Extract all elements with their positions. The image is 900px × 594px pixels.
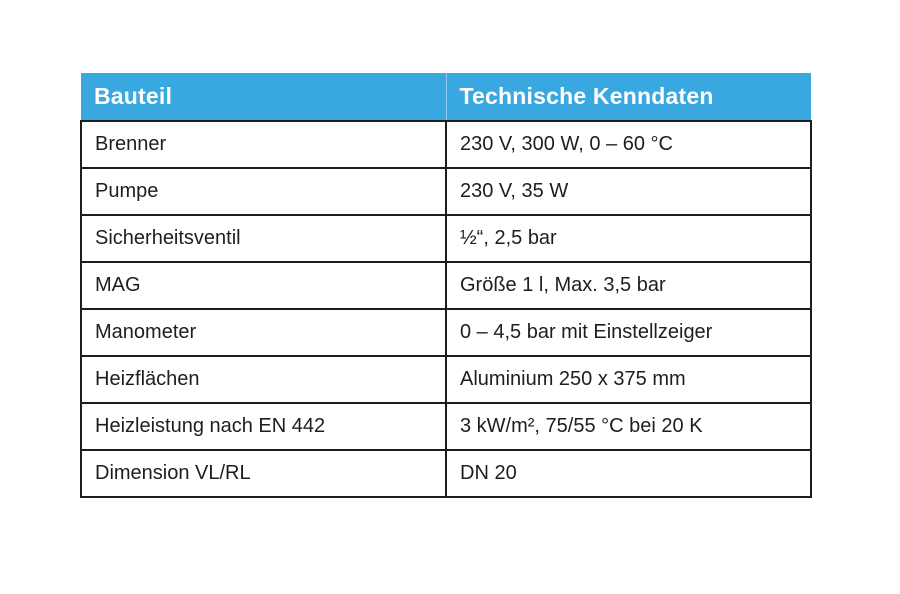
table-row bbox=[81, 168, 811, 215]
spec-table bbox=[80, 73, 812, 498]
cell-component: Heizleistung nach EN 442 bbox=[81, 403, 446, 450]
cell-spec: DN 20 bbox=[446, 450, 811, 497]
cell-spec: Größe 1 l, Max. 3,5 bar bbox=[446, 262, 811, 309]
table-row bbox=[81, 450, 811, 497]
table-row bbox=[81, 121, 811, 168]
cell-component: Sicherheitsventil bbox=[81, 215, 446, 262]
table-row bbox=[81, 356, 811, 403]
table-row bbox=[81, 403, 811, 450]
cell-spec: 230 V, 35 W bbox=[446, 168, 811, 215]
header-technische-kenndaten: Technische Kenndaten bbox=[446, 73, 811, 121]
cell-spec: Aluminium 250 x 375 mm bbox=[446, 356, 811, 403]
cell-spec: ½“, 2,5 bar bbox=[446, 215, 811, 262]
cell-spec: 0 – 4,5 bar mit Einstellzeiger bbox=[446, 309, 811, 356]
cell-spec: 230 V, 300 W, 0 – 60 °C bbox=[446, 121, 811, 168]
cell-component: Pumpe bbox=[81, 168, 446, 215]
table-row bbox=[81, 215, 811, 262]
cell-component: Manometer bbox=[81, 309, 446, 356]
table-row bbox=[81, 309, 811, 356]
header-bauteil: Bauteil bbox=[81, 73, 446, 121]
cell-component: Heizflächen bbox=[81, 356, 446, 403]
cell-component: Brenner bbox=[81, 121, 446, 168]
cell-component: MAG bbox=[81, 262, 446, 309]
table-header-row bbox=[81, 73, 811, 121]
table-row bbox=[81, 262, 811, 309]
cell-spec: 3 kW/m², 75/55 °C bei 20 K bbox=[446, 403, 811, 450]
cell-component: Dimension VL/RL bbox=[81, 450, 446, 497]
